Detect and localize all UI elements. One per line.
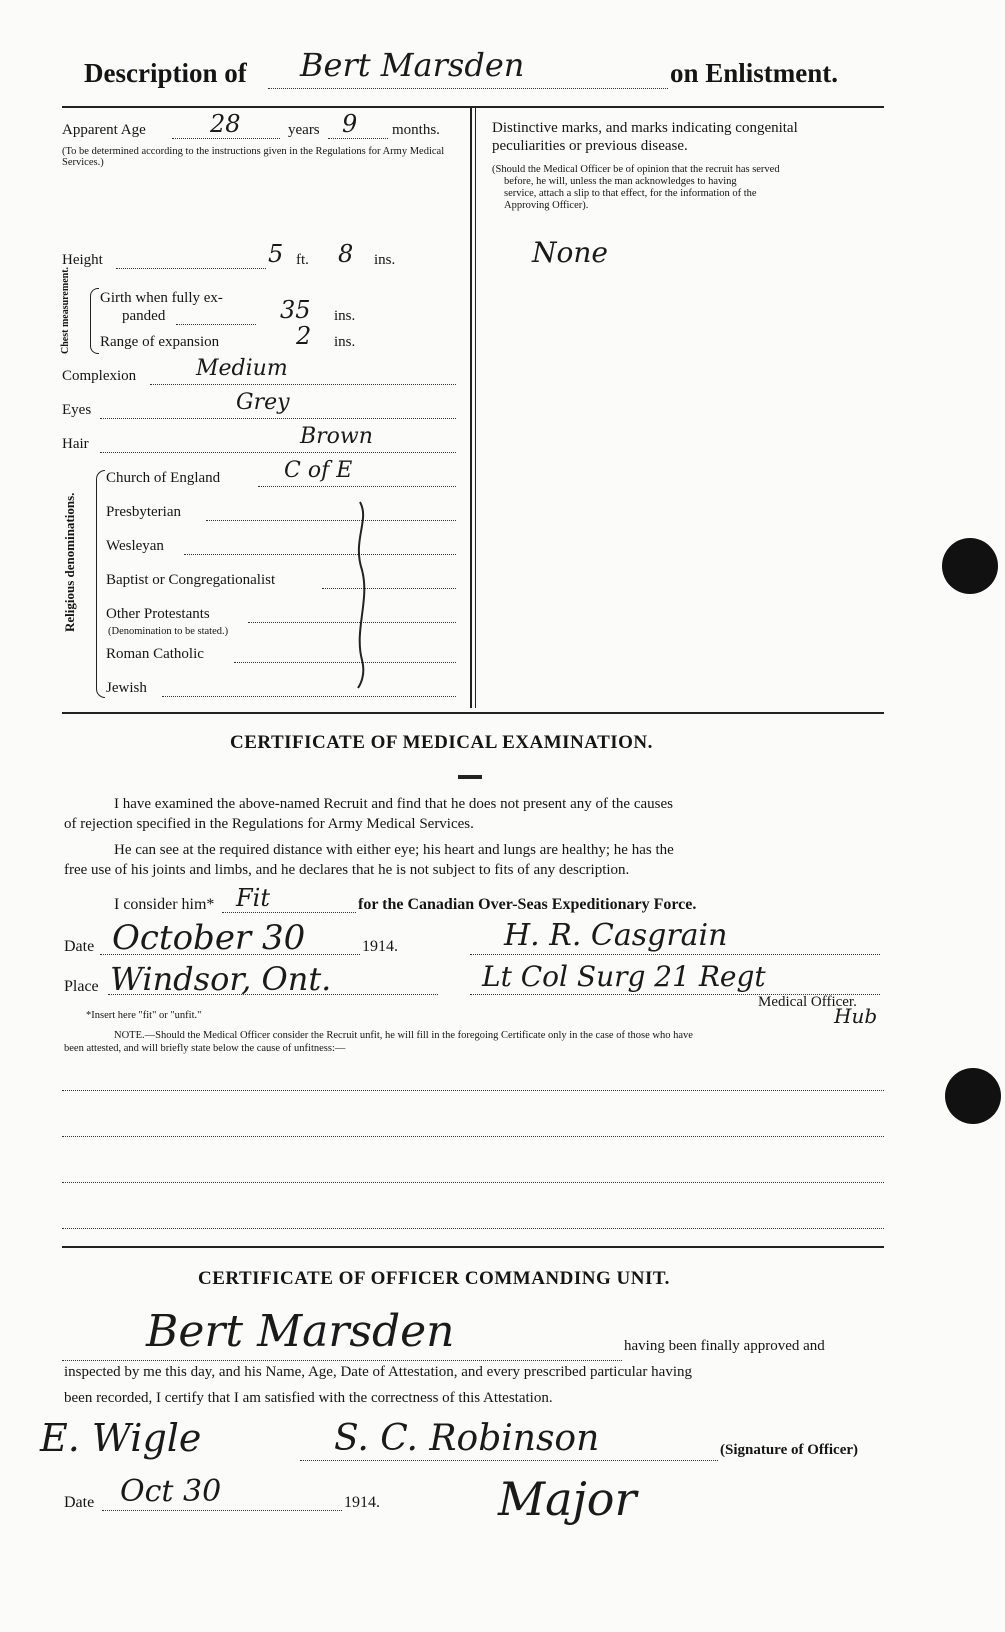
range-label: Range of expansion [100, 334, 220, 350]
height-ins-value: 8 [338, 240, 354, 268]
commanding-name-value: Bert Marsden [146, 1306, 455, 1357]
unfit-cause-line-1 [62, 1090, 884, 1091]
header-name-line [268, 88, 668, 89]
medical-place-line [108, 994, 438, 995]
consider-line [222, 912, 356, 913]
complexion-label: Complexion [62, 368, 137, 384]
age-note-text: (To be determined according to the instructions given in the Regulations for Army Medical Services.) [62, 146, 445, 168]
religion-church-of-england: Church of England [106, 470, 221, 486]
religion-line-3 [322, 588, 456, 589]
medical-date-label: Date [64, 938, 95, 955]
insert-note: *Insert here "fit" or "unfit." [86, 1010, 202, 1021]
medical-date-year: 1914. [362, 938, 398, 955]
medical-para1-line2: of rejection specified in the Regulations for Army Medical Services. [64, 816, 474, 832]
religion-line-0 [258, 486, 456, 487]
complexion-value: Medium [196, 356, 288, 381]
commanding-date-line [102, 1510, 342, 1511]
months-label: months. [392, 122, 440, 138]
religion-line-6 [162, 696, 456, 697]
height-ft-value: 5 [268, 240, 284, 268]
commanding-rank-value: Major [498, 1472, 637, 1526]
height-line [116, 268, 266, 269]
range-unit: ins. [334, 334, 356, 350]
ins-label: ins. [374, 252, 396, 268]
medical-officer-initials: Hub [834, 1004, 878, 1028]
years-label: years [288, 122, 320, 138]
religion-jewish: Jewish [106, 680, 147, 696]
religion-line-5 [234, 662, 456, 663]
medical-place-value: Windsor, Ont. [110, 960, 332, 998]
marks-note-2: before, he will, unless the man acknowledges to having [504, 176, 737, 187]
marks-note-4: Approving Officer). [504, 200, 589, 211]
header-rule [62, 106, 884, 108]
age-years-line [172, 138, 280, 139]
commanding-name-line [62, 1360, 622, 1361]
header-title-right: on Enlistment. [670, 58, 839, 88]
religion-roman-catholic: Roman Catholic [106, 646, 204, 662]
commanding-line3: been recorded, I certify that I am satisfied with the correctness of this Attestation. [64, 1390, 553, 1406]
hair-label: Hair [62, 436, 89, 452]
complexion-line [150, 384, 456, 385]
other-protestants-note: (Denomination to be stated.) [108, 626, 229, 637]
medical-date-value: October 30 [112, 918, 306, 958]
punch-hole-top [942, 538, 998, 594]
religion-presbyterian: Presbyterian [106, 504, 181, 520]
commanding-signature-line [300, 1460, 718, 1461]
height-label: Height [62, 252, 103, 268]
medical-para1-line1: I have examined the above-named Recruit and find that he does not present any of the causes [114, 796, 673, 812]
commanding-date-value: Oct 30 [120, 1474, 222, 1509]
medical-officer-label: Medical Officer. [758, 994, 857, 1010]
marks-note-1: (Should the Medical Officer be of opinion that the recruit has served [492, 164, 780, 175]
girth-label-1: Girth when fully ex- [100, 290, 223, 306]
girth-label-2: panded [122, 308, 166, 324]
religion-line-2 [184, 554, 456, 555]
consider-value: Fit [236, 884, 270, 912]
religion-group-label: Religious denominations. [62, 492, 77, 632]
unfit-cause-line-2 [62, 1136, 884, 1137]
commanding-line1-rest: having been finally approved and [624, 1338, 825, 1354]
eyes-label: Eyes [62, 402, 92, 418]
unfit-note-line1: NOTE.—Should the Medical Officer consider the Recruit unfit, he will fill in the foregoing Certificate only in the case of those who have [114, 1030, 693, 1041]
commanding-officer-signature: S. C. Robinson [334, 1418, 600, 1459]
medical-title: CERTIFICATE OF MEDICAL EXAMINATION. [230, 732, 653, 753]
unfit-note-line2: been attested, and will briefly state below the cause of unfitness:— [64, 1043, 346, 1054]
girth-value: 35 [280, 296, 311, 324]
age-years-value: 28 [210, 110, 241, 138]
medical-para2-line2: free use of his joints and limbs, and he declares that he is not subject to fits of any description. [64, 862, 630, 878]
witness-signature: E. Wigle [40, 1416, 202, 1460]
age-months-line [328, 138, 388, 139]
commanding-date-year: 1914. [344, 1494, 380, 1511]
medical-place-label: Place [64, 978, 99, 995]
commanding-date-label: Date [64, 1494, 95, 1511]
medical-officer-signature: H. R. Casgrain [504, 918, 728, 953]
ft-label: ft. [296, 252, 309, 268]
religion-line-1 [206, 520, 456, 521]
age-note [62, 146, 457, 168]
religion-baptist: Baptist or Congregationalist [106, 572, 276, 588]
column-divider-2 [475, 108, 476, 708]
column-divider [470, 108, 472, 708]
hair-line [100, 452, 456, 453]
section-rule-2 [62, 1246, 884, 1248]
religion-other-protestants: Other Protestants [106, 606, 210, 622]
commanding-title: CERTIFICATE OF OFFICER COMMANDING UNIT. [198, 1268, 670, 1289]
religion-bracket [96, 470, 105, 698]
girth-unit: ins. [334, 308, 356, 324]
girth-line [176, 324, 256, 325]
unfit-cause-line-3 [62, 1182, 884, 1183]
medical-title-ornament [458, 775, 482, 779]
consider-rest: for the Canadian Over-Seas Expeditionary Force. [358, 896, 697, 913]
marks-heading-2: peculiarities or previous disease. [492, 138, 688, 154]
punch-hole-bottom [945, 1068, 1001, 1124]
marks-note-3: service, attach a slip to that effect, for the information of the [504, 188, 757, 199]
consider-label: I consider him* [114, 896, 215, 913]
chest-bracket [90, 288, 99, 354]
marks-heading-1: Distinctive marks, and marks indicating congenital [492, 120, 798, 136]
religion-church-of-england-value: C of E [284, 458, 353, 483]
eyes-line [100, 418, 456, 419]
medical-signature-line [470, 954, 880, 955]
medical-officer-rank: Lt Col Surg 21 Regt [482, 960, 766, 993]
recruit-name-header: Bert Marsden [300, 46, 525, 84]
unfit-cause-line-4 [62, 1228, 884, 1229]
handwritten-brace [350, 500, 380, 690]
chest-group-label: Chest measurement. [60, 266, 71, 354]
range-value: 2 [296, 322, 312, 350]
hair-value: Brown [300, 424, 373, 449]
marks-value: None [532, 236, 608, 269]
age-label: Apparent Age [62, 122, 146, 138]
signature-label: (Signature of Officer) [720, 1442, 859, 1458]
religion-wesleyan: Wesleyan [106, 538, 164, 554]
header-title-left: Description of [84, 58, 247, 88]
section-rule-1 [62, 712, 884, 714]
commanding-line2: inspected by me this day, and his Name, Age, Date of Attestation, and every prescribed particular having [64, 1364, 693, 1380]
medical-date-line [100, 954, 360, 955]
age-months-value: 9 [342, 110, 358, 138]
eyes-value: Grey [236, 390, 290, 415]
medical-para2-line1: He can see at the required distance with either eye; his heart and lungs are healthy; he has the [114, 842, 674, 858]
